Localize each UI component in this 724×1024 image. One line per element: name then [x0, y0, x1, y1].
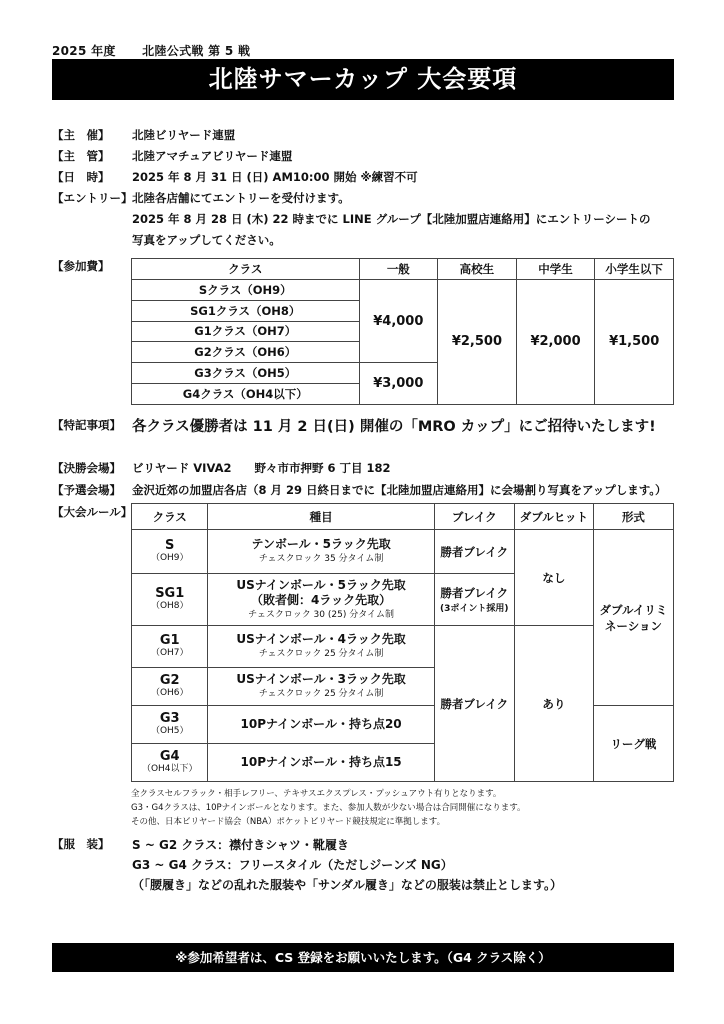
rules-header-format: 形式: [593, 504, 673, 530]
fee-header-high: 高校生: [438, 259, 517, 280]
prelim-venue-value: 金沢近郊の加盟店各店（8 月 29 日終日までに【北陸加盟店連絡用】に会場割り写真をアップします。）: [132, 483, 667, 497]
class-name: SG1: [155, 586, 185, 601]
rules-class: [132, 706, 208, 744]
final-venue-value: ビリヤード VIVA2 野々市市押野 6 丁目 182: [132, 461, 391, 475]
rules-event: [208, 744, 434, 782]
class-oh: （OH7）: [150, 648, 189, 658]
dress-label: 【服 装】: [52, 837, 110, 851]
fee-junior-high: ¥2,000: [516, 280, 595, 405]
rules-table: [131, 503, 674, 782]
fee-class: Sクラス（OH9）: [132, 280, 360, 301]
fee-class: G2クラス（OH6）: [132, 342, 360, 363]
rules-event: [208, 706, 434, 744]
fee-class: G4クラス（OH4以下）: [132, 383, 360, 404]
dress-line-3: （「腰履き」などの乱れた服装や「サンダル履き」などの服装は禁止とします。）: [132, 878, 562, 892]
rules-note: G3・G4クラスは、10Pナインボールとなります。また、参加人数が少ない場合は合同開催になります。: [131, 803, 526, 813]
manager-value: 北陸アマチュアビリヤード連盟: [132, 149, 293, 163]
fee-high-school: ¥2,500: [438, 280, 517, 405]
class-oh: （OH8）: [150, 601, 189, 611]
rules-format-upper: ダブルイリミネーション: [593, 530, 673, 706]
rules-class: [132, 668, 208, 706]
rules-note: 全クラスセルフラック・相手レフリー、テキサスエクスプレス・プッシュアウト有りとなります。: [131, 789, 502, 799]
dress-line-1: S ~ G2 クラス：襟付きシャツ・靴履き: [132, 838, 349, 852]
rules-header-class: クラス: [132, 504, 208, 530]
rules-row-s: [132, 530, 674, 574]
class-name: S: [165, 538, 175, 553]
event-clock: チェスクロック 25 分タイム制: [258, 649, 384, 659]
class-name: G2: [159, 673, 180, 688]
fee-row-s: [132, 280, 674, 301]
rules-break-rest: 勝者ブレイク: [434, 626, 514, 782]
break-main: 勝者ブレイク: [440, 586, 509, 600]
final-venue-label: 【決勝会場】: [52, 461, 121, 475]
datetime-value: 2025 年 8 月 31 日 (日) AM10:00 開始 ※練習不可: [132, 170, 418, 184]
rules-event: [208, 530, 434, 574]
organizer-value: 北陸ビリヤード連盟: [132, 128, 236, 142]
event-name-2: （敗者側：4ラック先取）: [251, 592, 392, 607]
class-name: G1: [159, 633, 180, 648]
event-name: USナインボール・4ラック先取: [236, 632, 406, 646]
special-value: 各クラス優勝者は 11 月 2 日(日) 開催の「MRO カップ」にご招待いたします!: [132, 419, 656, 435]
entry-line-3: 写真をアップしてください。: [132, 233, 281, 247]
fee-elementary: ¥1,500: [595, 280, 674, 405]
fee-class: G1クラス（OH7）: [132, 321, 360, 342]
rules-double-hit-lower: あり: [514, 626, 593, 782]
rules-header-break: ブレイク: [434, 504, 514, 530]
event-name: USナインボール・5ラック先取: [236, 577, 406, 592]
event-clock: チェスクロック 30 (25) 分タイム制: [248, 609, 395, 620]
event-name: USナインボール・3ラック先取: [236, 672, 406, 686]
class-oh: （OH4以下）: [141, 764, 198, 774]
rules-class: [132, 530, 208, 574]
fee-class: SG1クラス（OH8）: [132, 300, 360, 321]
cs-registration-notice: ※参加希望者は、CS 登録をお願いいたします。（G4 クラス除く）: [52, 943, 674, 972]
prelim-venue-label: 【予選会場】: [52, 483, 121, 497]
manager-label: 【主 管】: [52, 149, 110, 163]
rules-header-row: [132, 504, 674, 530]
datetime-label: 【日 時】: [52, 170, 110, 184]
fee-header-junior: 中学生: [516, 259, 595, 280]
rules-note: その他、日本ビリヤード協会（NBA）ポケットビリヤード競技規定に準拠します。: [131, 817, 446, 827]
event-subtitle: [52, 42, 272, 59]
fee-table: [131, 258, 674, 405]
fee-general-upper: ¥4,000: [359, 280, 438, 363]
fee-header-general: 一般: [359, 259, 438, 280]
rules-class: [132, 574, 208, 626]
fee-header-row: [132, 259, 674, 280]
class-oh: （OH6）: [150, 688, 189, 698]
class-name: G4: [159, 749, 180, 764]
break-note: (3ポイント採用): [440, 604, 509, 614]
rules-class: [132, 626, 208, 668]
event-clock: チェスクロック 35 分タイム制: [258, 554, 384, 564]
rules-header-double-hit: ダブルヒット: [514, 504, 593, 530]
class-oh: （OH9）: [150, 553, 189, 563]
rules-break-sg1: [434, 574, 514, 626]
rules-format-lower: リーグ戦: [593, 706, 673, 782]
fee-header-class: クラス: [132, 259, 360, 280]
entry-label: 【エントリー】: [52, 191, 133, 205]
page-title: 北陸サマーカップ 大会要項: [52, 59, 674, 100]
season-year: 2025 年度: [52, 44, 116, 58]
event-name: 10Pナインボール・持ち点20: [240, 717, 402, 731]
fee-label: 【参加費】: [52, 259, 110, 273]
fee-header-elementary: 小学生以下: [595, 259, 674, 280]
rules-notes: [131, 787, 526, 829]
class-oh: （OH5）: [150, 726, 189, 736]
rules-row-g1: [132, 626, 674, 668]
organizer-label: 【主 催】: [52, 128, 110, 142]
fee-general-lower: ¥3,000: [359, 363, 438, 405]
rules-double-hit-upper: なし: [514, 530, 593, 626]
rules-label: 【大会ルール】: [52, 505, 133, 519]
event-name: 10Pナインボール・持ち点15: [240, 755, 402, 769]
rules-break-s: 勝者ブレイク: [434, 530, 514, 574]
series-round: 北陸公式戦 第 5 戦: [142, 44, 251, 58]
event-name: テンボール・5ラック先取: [251, 537, 391, 551]
class-name: G3: [159, 711, 180, 726]
rules-event: [208, 668, 434, 706]
special-label: 【特記事項】: [52, 418, 121, 432]
rules-event: [208, 574, 434, 626]
dress-line-2: G3 ~ G4 クラス：フリースタイル（ただしジーンズ NG）: [132, 858, 453, 872]
entry-line-2: 2025 年 8 月 28 日 (木) 22 時までに LINE グループ【北陸加盟店連絡用】にエントリーシートの: [132, 212, 651, 226]
rules-header-event: 種目: [208, 504, 434, 530]
rules-event: [208, 626, 434, 668]
event-clock: チェスクロック 25 分タイム制: [258, 689, 384, 699]
rules-class: [132, 744, 208, 782]
entry-line-1: 北陸各店舗にてエントリーを受付けます。: [132, 191, 350, 205]
fee-class: G3クラス（OH5）: [132, 363, 360, 384]
